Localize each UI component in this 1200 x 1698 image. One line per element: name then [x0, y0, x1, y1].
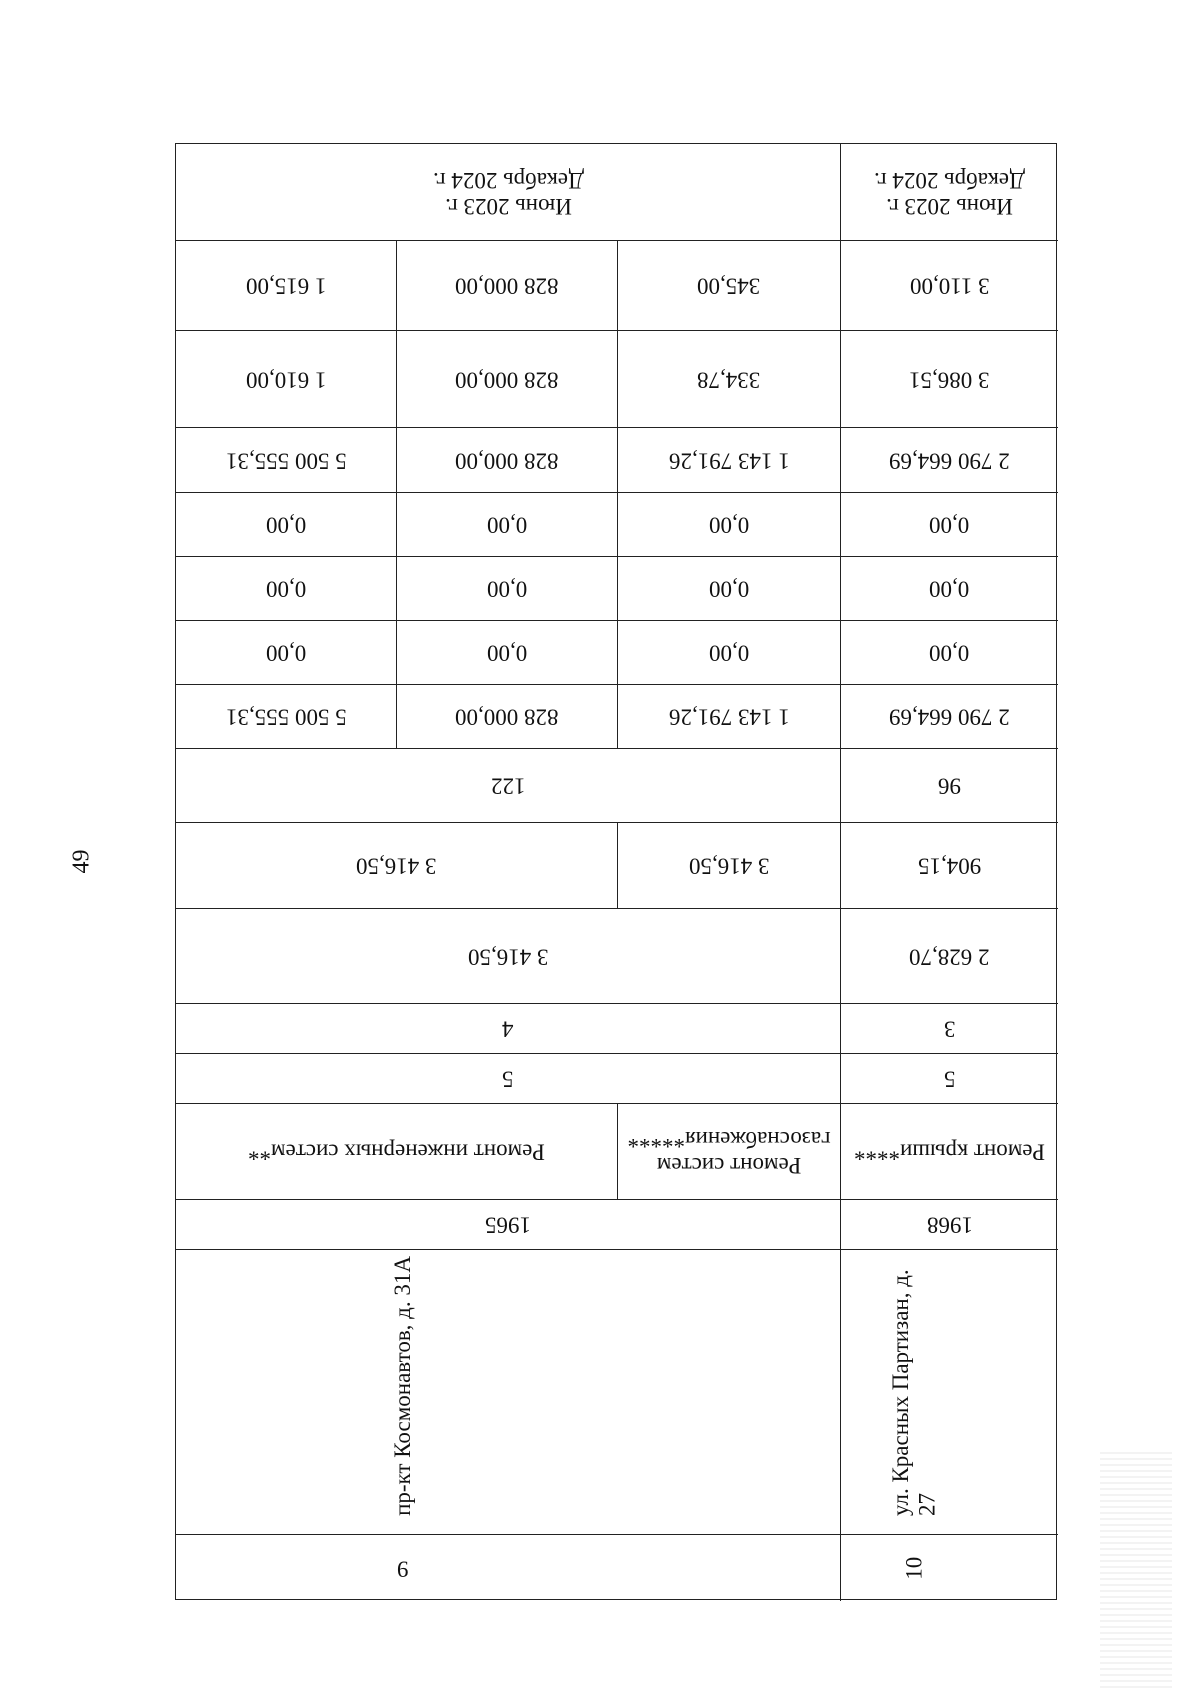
value-cell: 0,00	[841, 621, 1058, 685]
value-cell: 828 000,00	[397, 331, 618, 428]
value-cell: 0,00	[176, 557, 397, 621]
index-cell: 5	[176, 1054, 841, 1104]
index-cell: 3	[841, 1004, 1058, 1054]
value-cell: 0,00	[841, 493, 1058, 557]
count-cell: 122	[176, 749, 841, 823]
year-cell: 1968	[841, 1200, 1058, 1250]
value-cell: 0,00	[397, 493, 618, 557]
value-cell: 5 500 555,31	[176, 685, 397, 749]
value-cell: 0,00	[176, 621, 397, 685]
row-number-cell: 10	[901, 1556, 927, 1580]
address-cell: пр-кт Космонавтов, д. 31А	[176, 1250, 841, 1535]
value-cell: 828 000,00	[397, 685, 618, 749]
area-cell: 2 628,70	[841, 909, 1058, 1004]
value-cell: 0,00	[397, 557, 618, 621]
value-cell: 0,00	[176, 493, 397, 557]
area-cell: 3 416,50	[176, 909, 841, 1004]
value-cell: 828 000,00	[397, 241, 618, 331]
value-cell: 1 615,00	[176, 241, 397, 331]
value-cell: 0,00	[841, 557, 1058, 621]
cost-cell: 904,15	[841, 823, 1058, 909]
value-cell: 3 110,00	[841, 241, 1058, 331]
value-cell: 1 610,00	[176, 331, 397, 428]
value-cell: 0,00	[618, 621, 841, 685]
value-cell: 0,00	[618, 493, 841, 557]
value-cell: 334,78	[618, 331, 841, 428]
row-number-cell: 9	[176, 1535, 841, 1601]
count-cell: 96	[841, 749, 1058, 823]
value-cell: 0,00	[618, 557, 841, 621]
value-cell: 0,00	[397, 621, 618, 685]
year-cell: 1965	[176, 1200, 841, 1250]
work-type-cell: Ремонт инженерных систем**	[176, 1104, 618, 1200]
value-cell: 2 790 664,69	[841, 428, 1058, 493]
value-cell: 828 000,00	[397, 428, 618, 493]
scan-stamp-artifact	[1100, 1450, 1172, 1688]
period-cell: Июнь 2023 г. Декабрь 2024 г.	[841, 144, 1058, 241]
work-type-cell: Ремонт крыши****	[841, 1104, 1058, 1200]
value-cell: 2 790 664,69	[841, 685, 1058, 749]
cost-cell: 3 416,50	[618, 823, 841, 909]
index-cell: 5	[841, 1054, 1058, 1104]
value-cell: 345,00	[618, 241, 841, 331]
work-type-cell: Ремонт систем газоснабжения*****	[618, 1104, 841, 1200]
value-cell: 3 086,51	[841, 331, 1058, 428]
period-cell: Июнь 2023 г. Декабрь 2024 г.	[176, 144, 841, 241]
cost-cell: 3 416,50	[176, 823, 618, 909]
value-cell: 1 143 791,26	[618, 428, 841, 493]
repair-schedule-table	[175, 143, 1057, 1600]
index-cell: 4	[176, 1004, 841, 1054]
value-cell: 5 500 555,31	[176, 428, 397, 493]
page-number: 49	[68, 849, 95, 874]
address-cell: ул. Красных Партизан, д. 27	[841, 1250, 1058, 1535]
value-cell: 1 143 791,26	[618, 685, 841, 749]
